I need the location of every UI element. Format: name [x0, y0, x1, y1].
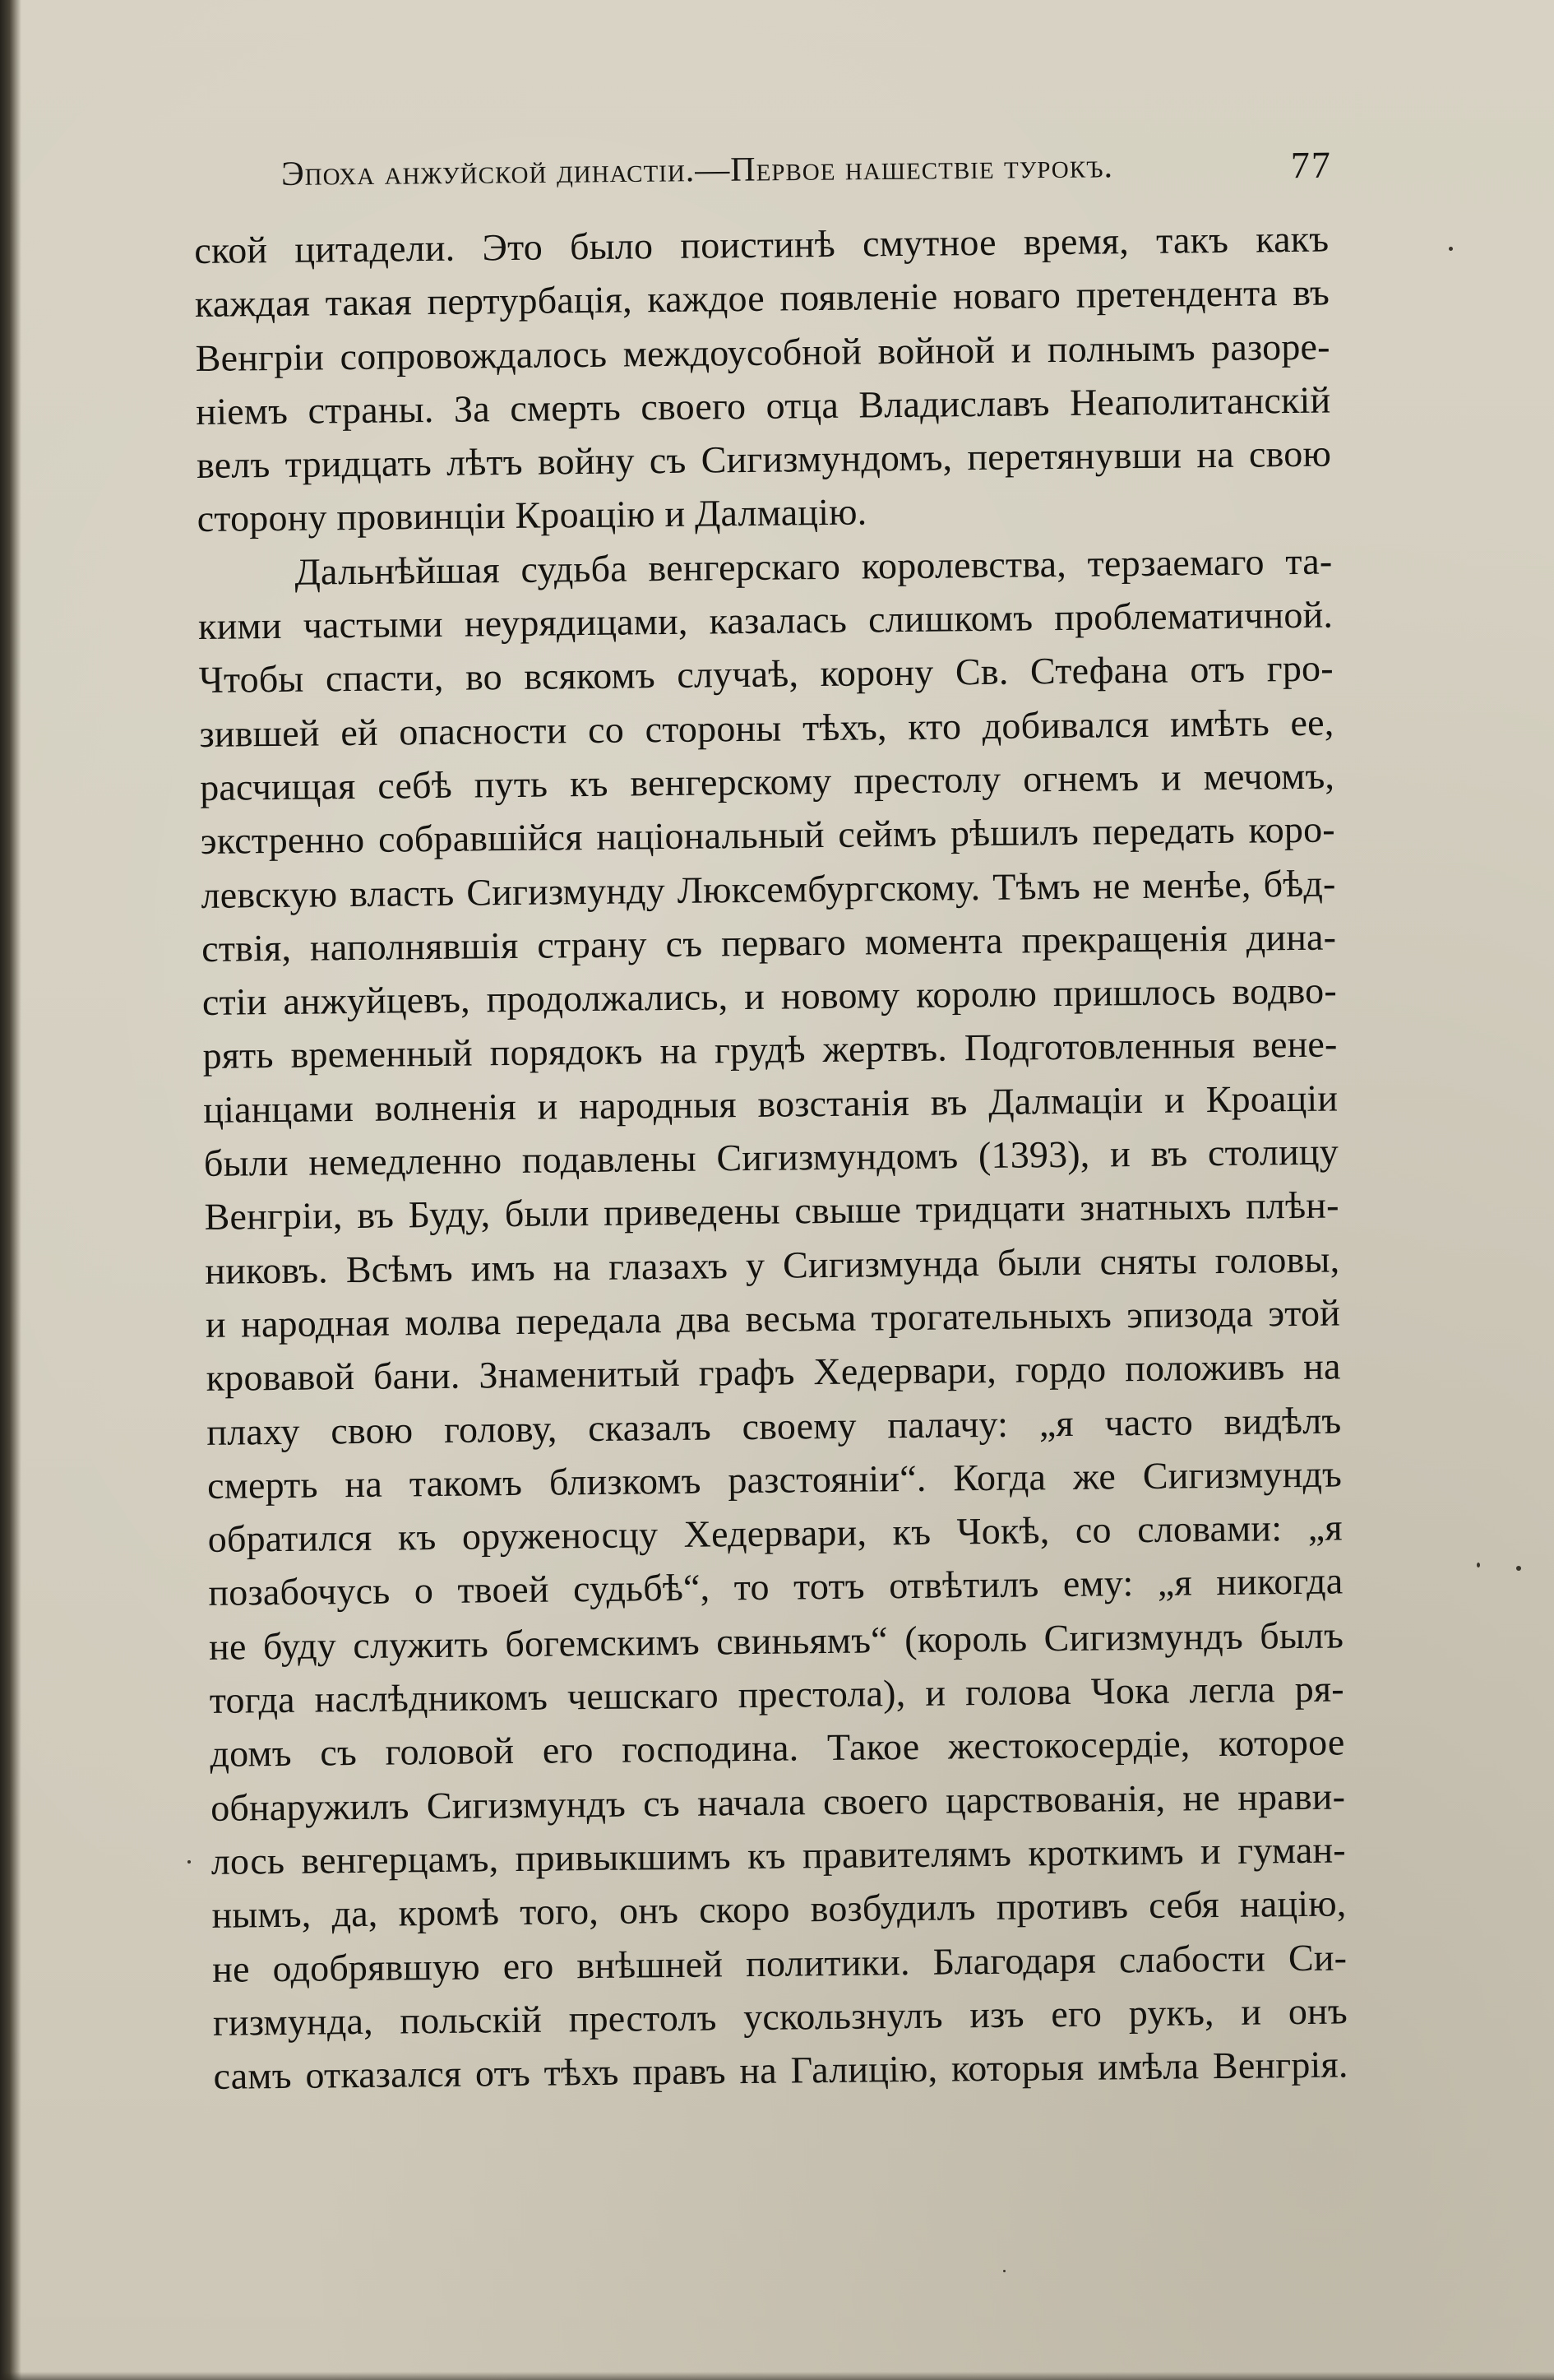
- text-line: ствія, наполнявшія страну съ перваго момента прекращенія дина-: [201, 915, 1337, 970]
- text-line: смерть на такомъ близкомъ разстояніи“. Когда же Сигизмундъ: [206, 1452, 1343, 1507]
- text-line: лось венгерцамъ, привыкшимъ къ правителямъ кроткимъ и гуман-: [210, 1828, 1347, 1882]
- text-line: кровавой бани. Знаменитый графъ Хедервари, гордо положивъ на: [206, 1345, 1341, 1400]
- text-line: нымъ, да, кромѣ того, онъ скоро возбудилъ противъ себя націю,: [211, 1882, 1347, 1937]
- paper-speck: [1516, 1566, 1521, 1571]
- text-line: ніемъ страны. За смерть своего отца Владиславъ Неаполитанскій: [196, 378, 1331, 433]
- paper-speck: [1003, 2270, 1006, 2272]
- text-line: плаху свою голову, сказалъ своему палачу: „я часто видѣлъ: [206, 1399, 1342, 1453]
- running-head: [281, 145, 1333, 204]
- text-line: никовъ. Всѣмъ имъ на глазахъ у Сигизмунда были сняты головы,: [205, 1238, 1340, 1292]
- paper-speck: [187, 1860, 191, 1864]
- text-line-paragraph-start: Дальнѣйшая судьба венгерскаго королевства, терзаемаго та-: [294, 539, 1333, 593]
- text-line: ской цитадели. Это было поистинѣ смутное время, такъ какъ: [194, 217, 1330, 271]
- text-line: зившей ей опасности со стороны тѣхъ, кто добивался имѣть ее,: [199, 701, 1334, 755]
- text-line: велъ тридцать лѣтъ войну съ Сигизмундомъ, перетянувши на свою: [196, 432, 1332, 487]
- text-line: Венгріи сопровождалось междоусобной войной и полнымъ разоре-: [195, 325, 1330, 379]
- text-line: кими частыми неурядицами, казалась слишкомъ проблематичной.: [197, 593, 1334, 648]
- body-text: [194, 212, 1348, 2104]
- text-line-paragraph-end: сторону провинціи Кроацію и Далмацію.: [197, 490, 867, 540]
- page-number: 77: [1290, 143, 1333, 187]
- paper-speck: [1449, 247, 1453, 251]
- text-line: не буду служить богемскимъ свиньямъ“ (король Сигизмундъ былъ: [208, 1614, 1344, 1668]
- text-line: гизмунда, польскій престолъ ускользнулъ изъ его рукъ, и онъ: [212, 1989, 1348, 2044]
- text-line: ціанцами волненія и народныя возстанія въ Далмаціи и Кроаціи: [203, 1077, 1339, 1131]
- text-line: стіи анжуйцевъ, продолжались, и новому королю пришлось водво-: [201, 969, 1338, 1024]
- text-line: расчищая себѣ путь къ венгерскому престолу огнемъ и мечомъ,: [199, 754, 1335, 808]
- text-line: обнаружилъ Сигизмундъ съ начала своего царствованія, не нрави-: [210, 1775, 1346, 1829]
- running-head-title: Эпоха анжуйской династіи.—Первое нашествіе турокъ.: [280, 147, 1114, 193]
- text-line: каждая такая пертурбація, каждое появленіе новаго претендента въ: [194, 271, 1330, 326]
- text-line: левскую власть Сигизмунду Люксембургскому. Тѣмъ не менѣе, бѣд-: [201, 862, 1336, 916]
- text-line: Чтобы спасти, во всякомъ случаѣ, корону Св. Стефана отъ гро-: [198, 646, 1334, 701]
- text-line: рять временный порядокъ на грудѣ жертвъ. Подготовленныя вене-: [202, 1022, 1338, 1077]
- text-line: тогда наслѣдникомъ чешскаго престола), и голова Чока легла ря-: [209, 1667, 1344, 1721]
- text-line: были немедленно подавлены Сигизмундомъ (1393), и въ столицу: [203, 1130, 1339, 1184]
- page-bottom-shadow: [0, 2372, 1554, 2380]
- paper-speck: [1477, 1563, 1480, 1567]
- text-line: не одобрявшую его внѣшней политики. Благодаря слабости Си-: [211, 1935, 1348, 1990]
- page-edge-shadow: [0, 0, 21, 2380]
- text-line: самъ отказался отъ тѣхъ правъ на Галицію, которыя имѣла Венгрія.: [213, 2043, 1348, 2097]
- text-line: экстренно собравшійся національный сеймъ рѣшилъ передать коро-: [200, 808, 1336, 863]
- text-line: обратился къ оруженосцу Хедервари, къ Чокѣ, со словами: „я: [207, 1506, 1343, 1561]
- text-line: и народная молва передала два весьма трогательныхъ эпизода этой: [205, 1291, 1341, 1345]
- text-line: позабочусь о твоей судьбѣ“, то тотъ отвѣтилъ ему: „я никогда: [208, 1559, 1344, 1614]
- text-line: Венгріи, въ Буду, были приведены свыше тридцати знатныхъ плѣн-: [204, 1183, 1339, 1239]
- text-line: домъ съ головой его господина. Такое жестокосердіе, которое: [210, 1720, 1345, 1776]
